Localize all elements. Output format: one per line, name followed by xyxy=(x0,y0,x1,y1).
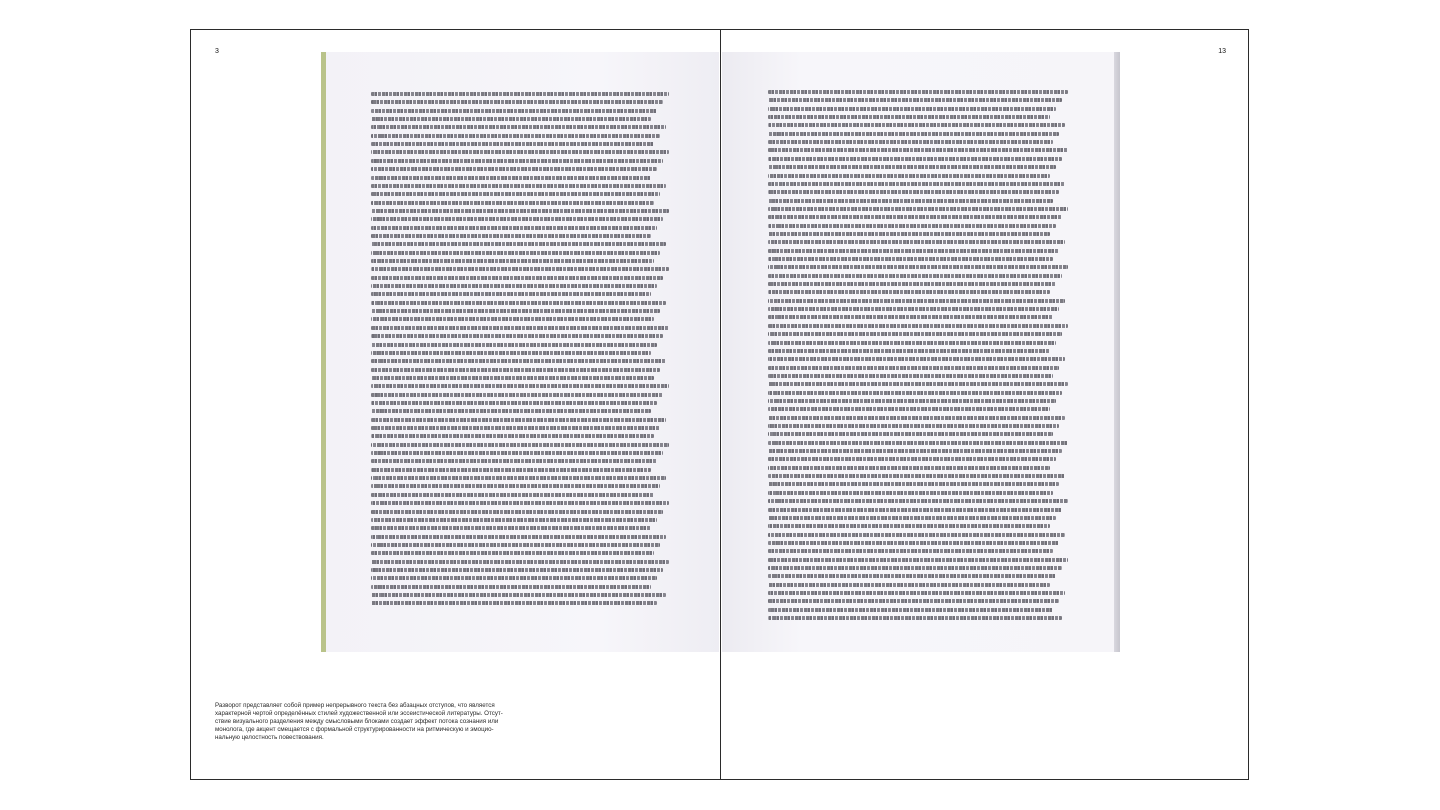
right-page-body-text-image xyxy=(768,90,1068,630)
text-line xyxy=(768,399,1056,403)
text-line xyxy=(768,240,1065,244)
text-line xyxy=(768,608,1053,612)
text-line xyxy=(371,259,654,263)
text-line xyxy=(768,449,1062,453)
text-line xyxy=(371,518,657,522)
text-line xyxy=(371,192,660,196)
text-line xyxy=(768,407,1050,411)
text-line xyxy=(768,174,1050,178)
caption-line: характерной чертой определённых стилей художественной или эссеистической литературы. Отсут- xyxy=(215,710,503,717)
text-line xyxy=(371,568,663,572)
text-line xyxy=(768,157,1062,161)
text-line xyxy=(371,476,666,480)
text-line xyxy=(371,334,663,338)
text-line xyxy=(768,232,1050,236)
text-line xyxy=(768,265,1068,269)
text-line xyxy=(371,368,660,372)
text-line xyxy=(371,451,663,455)
text-line xyxy=(768,349,1050,353)
text-line xyxy=(768,299,1065,303)
text-line xyxy=(768,499,1068,503)
book-spread-frame xyxy=(190,29,1249,780)
text-line xyxy=(371,343,657,347)
text-line xyxy=(371,284,657,288)
text-line xyxy=(768,566,1062,570)
text-line xyxy=(768,533,1065,537)
text-line xyxy=(371,159,663,163)
text-line xyxy=(371,226,657,230)
text-line xyxy=(371,142,654,146)
text-line xyxy=(768,274,1062,278)
text-line xyxy=(768,115,1050,119)
text-line xyxy=(768,90,1068,94)
text-line xyxy=(371,593,666,597)
text-line xyxy=(371,351,651,355)
text-line xyxy=(371,510,663,514)
text-line xyxy=(768,491,1053,495)
text-line xyxy=(768,199,1053,203)
right-page-scan-image xyxy=(722,52,1120,652)
text-line xyxy=(371,267,669,271)
text-line xyxy=(371,209,669,213)
text-line xyxy=(768,541,1059,545)
text-line xyxy=(371,526,651,530)
text-line xyxy=(371,543,660,547)
text-line xyxy=(768,549,1053,553)
text-line xyxy=(371,251,660,255)
text-line xyxy=(371,134,660,138)
text-line xyxy=(371,426,660,430)
text-line xyxy=(371,184,666,188)
text-line xyxy=(768,148,1068,152)
text-line xyxy=(371,117,651,121)
text-line xyxy=(371,176,651,180)
text-line xyxy=(371,317,654,321)
text-line xyxy=(768,98,1062,102)
text-line xyxy=(768,341,1056,345)
text-line xyxy=(371,501,669,505)
text-line xyxy=(371,125,666,129)
text-line xyxy=(371,409,651,413)
text-line xyxy=(768,182,1065,186)
text-line xyxy=(768,107,1056,111)
text-line xyxy=(768,516,1056,520)
text-line xyxy=(768,315,1053,319)
text-line xyxy=(371,443,669,447)
text-line xyxy=(768,616,1062,620)
text-line xyxy=(371,167,657,171)
text-line xyxy=(768,132,1059,136)
text-line xyxy=(768,190,1059,194)
text-line xyxy=(371,393,663,397)
text-line xyxy=(371,468,651,472)
text-line xyxy=(768,508,1062,512)
left-page-green-edge xyxy=(321,52,326,652)
text-line xyxy=(768,466,1050,470)
text-line xyxy=(768,482,1059,486)
text-line xyxy=(371,301,666,305)
text-line xyxy=(371,401,657,405)
text-line xyxy=(371,601,657,605)
text-line xyxy=(371,376,654,380)
text-line xyxy=(371,459,657,463)
text-line xyxy=(768,474,1065,478)
text-line xyxy=(768,424,1059,428)
text-line xyxy=(371,418,666,422)
text-line xyxy=(768,524,1050,528)
text-line xyxy=(371,100,663,104)
text-line xyxy=(371,276,663,280)
text-line xyxy=(768,307,1059,311)
text-line xyxy=(371,326,669,330)
spread-fold-line xyxy=(720,30,721,779)
text-line xyxy=(371,109,657,113)
text-line xyxy=(768,165,1056,169)
text-line xyxy=(768,249,1059,253)
text-line xyxy=(768,224,1056,228)
text-line xyxy=(371,217,663,221)
text-line xyxy=(768,583,1050,587)
text-line xyxy=(768,332,1062,336)
left-page-scan-image xyxy=(321,52,719,652)
text-line xyxy=(371,535,666,539)
caption-line: монолога, где акцент смещается с формальной структурированности на ритмическую и эмоцио- xyxy=(215,726,494,733)
text-line xyxy=(768,290,1050,294)
text-line xyxy=(768,123,1065,127)
text-line xyxy=(371,92,669,96)
caption-line: нальную целостность повествования. xyxy=(215,734,324,741)
left-page-body-text-image xyxy=(371,92,669,612)
text-line xyxy=(768,432,1053,436)
text-line xyxy=(768,591,1065,595)
text-line xyxy=(768,391,1062,395)
text-line xyxy=(768,366,1059,370)
text-line xyxy=(371,309,660,313)
text-line xyxy=(768,599,1059,603)
text-line xyxy=(371,242,666,246)
text-line xyxy=(371,234,651,238)
right-page-shadow-edge xyxy=(1114,52,1120,652)
text-line xyxy=(768,374,1053,378)
text-line xyxy=(768,257,1053,261)
text-line xyxy=(768,140,1053,144)
text-line xyxy=(768,441,1068,445)
text-line xyxy=(371,434,654,438)
text-line xyxy=(371,560,669,564)
text-line xyxy=(371,493,654,497)
text-line xyxy=(768,416,1065,420)
text-line xyxy=(768,558,1068,562)
text-line xyxy=(371,576,657,580)
text-line xyxy=(768,357,1065,361)
left-page-number: 3 xyxy=(215,48,219,55)
text-line xyxy=(371,150,669,154)
text-line xyxy=(768,382,1068,386)
text-line xyxy=(768,282,1056,286)
caption-line: ствие визуального разделения между смысловыми блоками создает эффект потока сознания или xyxy=(215,718,499,725)
spread-caption xyxy=(215,702,555,742)
text-line xyxy=(768,457,1056,461)
text-line xyxy=(371,585,651,589)
text-line xyxy=(371,384,669,388)
text-line xyxy=(371,551,654,555)
text-line xyxy=(768,324,1068,328)
text-line xyxy=(371,359,666,363)
text-line xyxy=(371,292,651,296)
text-line xyxy=(768,574,1056,578)
text-line xyxy=(371,484,660,488)
right-page-number: 13 xyxy=(1218,48,1226,55)
caption-line: Разворот представляет собой пример непрерывного текста без абзацных отступов, что является xyxy=(215,702,495,709)
text-line xyxy=(768,207,1068,211)
text-line xyxy=(371,201,654,205)
text-line xyxy=(768,215,1062,219)
